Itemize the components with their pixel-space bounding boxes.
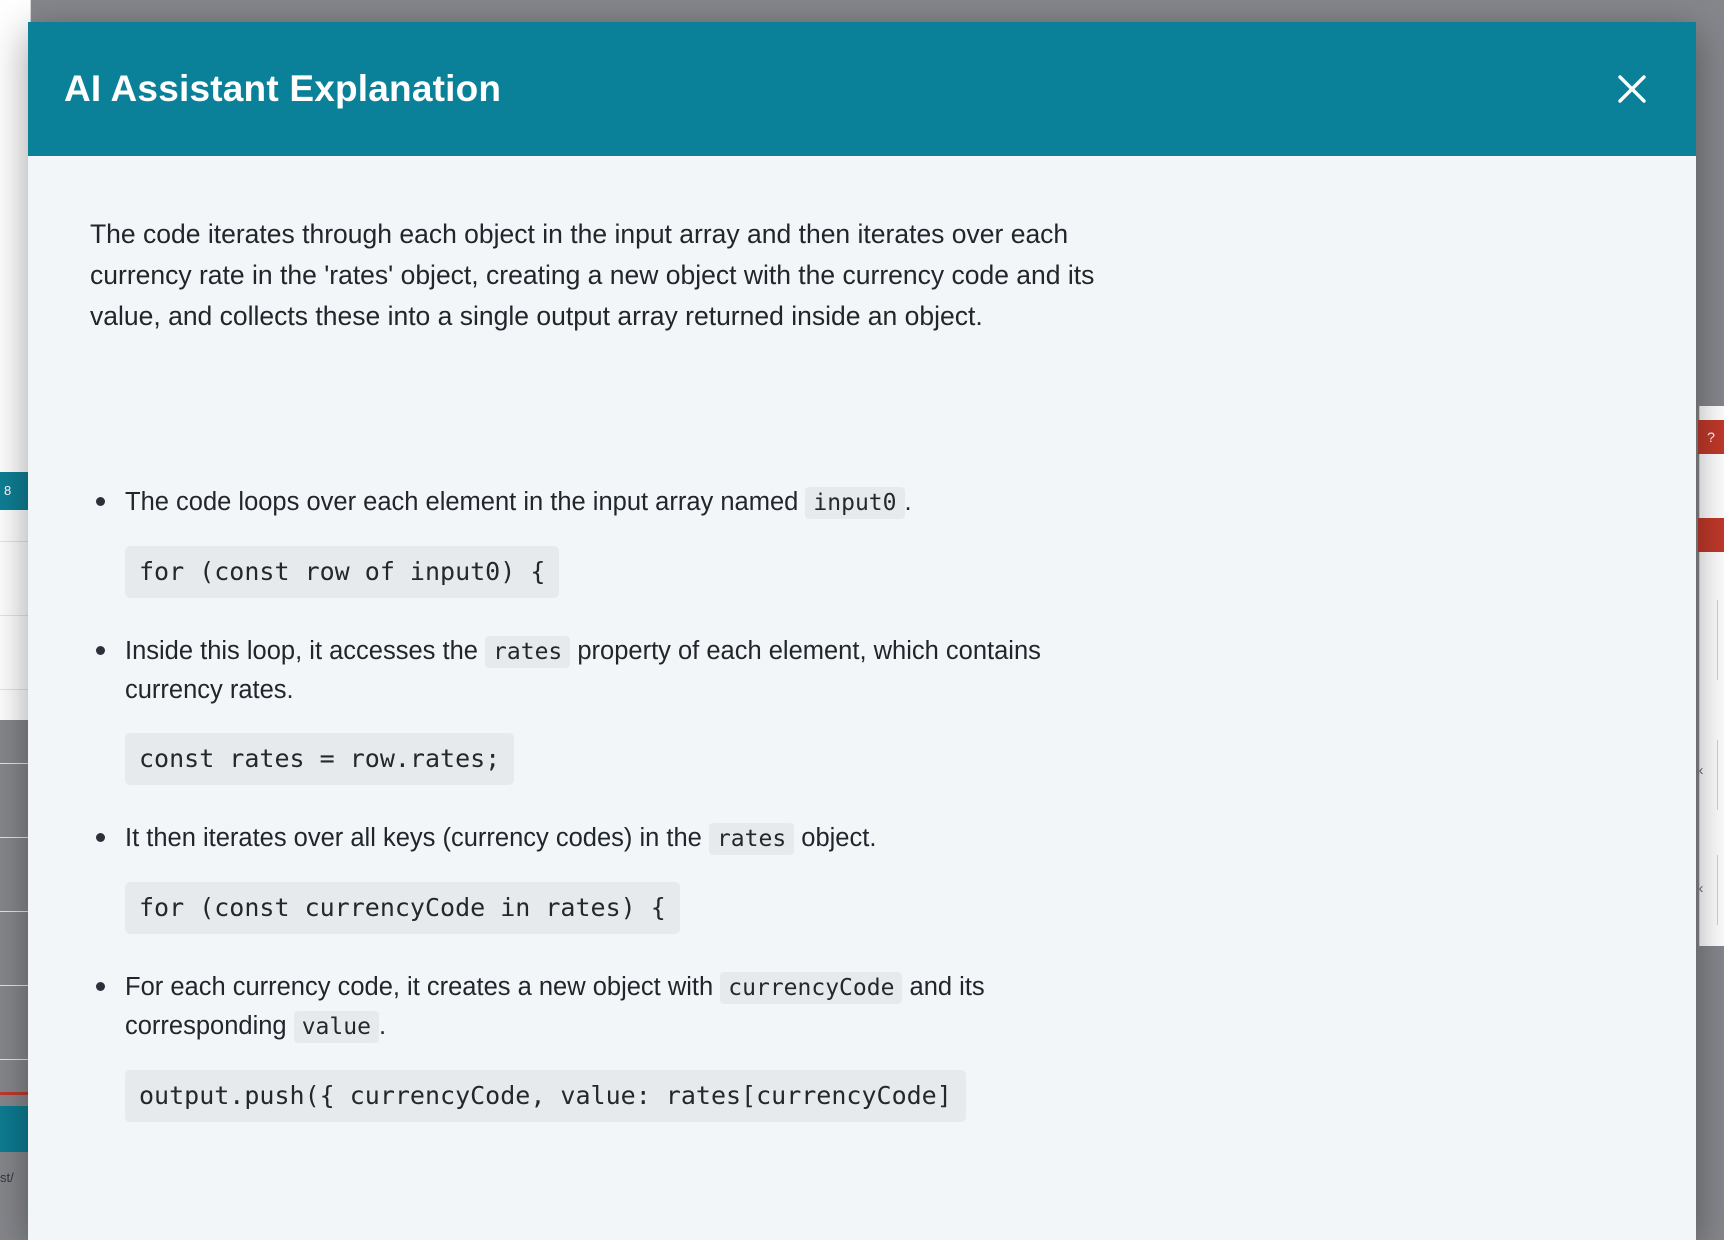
step-text-fragment: For each currency code, it creates a new object with [125, 973, 721, 1001]
background-left-bottom-label: st/ [0, 1170, 14, 1185]
chevron-left-icon[interactable]: ‹ [1698, 762, 1704, 779]
dialog-title: AI Assistant Explanation [64, 68, 502, 109]
background-right-panel [1699, 406, 1724, 946]
explanation-step [90, 819, 1636, 934]
inline-code: input0 [805, 487, 904, 519]
background-row [0, 690, 30, 764]
step-text-fragment: object. [794, 824, 877, 852]
background-left-rows [0, 468, 30, 1188]
code-snippet: const rates = row.rates; [125, 733, 514, 785]
inline-code: rates [709, 823, 794, 855]
step-text-fragment: The code loops over each element in the input array named [125, 488, 806, 516]
background-left-teal-block[interactable] [0, 1106, 28, 1152]
inline-code: currencyCode [720, 972, 902, 1004]
background-row [0, 616, 30, 690]
code-snippet: for (const row of input0) { [125, 546, 559, 598]
explanation-step-text [125, 819, 1135, 858]
step-text-fragment: . [378, 1012, 387, 1040]
code-snippet: output.push({ currencyCode, value: rates[currencyCode] [125, 1070, 966, 1122]
dialog-body [28, 156, 1696, 1240]
background-right-red-block[interactable] [1698, 518, 1724, 552]
ai-assistant-explanation-dialog [28, 22, 1696, 1240]
close-icon[interactable] [1606, 63, 1658, 115]
step-text-fragment: property of each element, which contains currency rates. [125, 637, 1041, 704]
explanation-steps-list [90, 483, 1636, 1122]
explanation-step-text [125, 632, 1135, 709]
background-row [0, 912, 30, 986]
background-right-divider [1717, 855, 1718, 925]
inline-code: value [294, 1011, 379, 1043]
step-text-fragment: Inside this loop, it accesses the [125, 637, 486, 665]
background-row [0, 764, 30, 838]
background-row [0, 542, 30, 616]
explanation-summary: The code iterates through each object in the input array and then iterates over each currency rate in the 'rates' object, creating a new object with the currency code and its value, and collects these into a single output array returned inside an object. [90, 219, 1095, 331]
explanation-step [90, 483, 1636, 598]
inline-code: rates [485, 636, 570, 668]
background-right-divider [1717, 740, 1718, 810]
background-right-divider [1717, 600, 1718, 680]
explanation-step [90, 968, 1636, 1122]
explanation-step [90, 632, 1636, 785]
step-text-fragment: It then iterates over all keys (currency codes) in the [125, 824, 709, 852]
background-row [0, 838, 30, 912]
dialog-header [28, 22, 1696, 156]
explanation-step-text [125, 483, 1135, 522]
background-left-tab[interactable]: 8 [0, 472, 28, 510]
code-snippet: for (const currencyCode in rates) { [125, 882, 680, 934]
help-icon[interactable]: ? [1698, 420, 1724, 454]
step-text-fragment: . [904, 488, 912, 516]
background-left-red-divider [0, 1092, 28, 1095]
chevron-left-icon[interactable]: ‹ [1698, 880, 1704, 897]
step-text-fragment: and its corresponding [125, 973, 985, 1040]
explanation-step-text [125, 968, 1135, 1046]
background-row [0, 986, 30, 1060]
